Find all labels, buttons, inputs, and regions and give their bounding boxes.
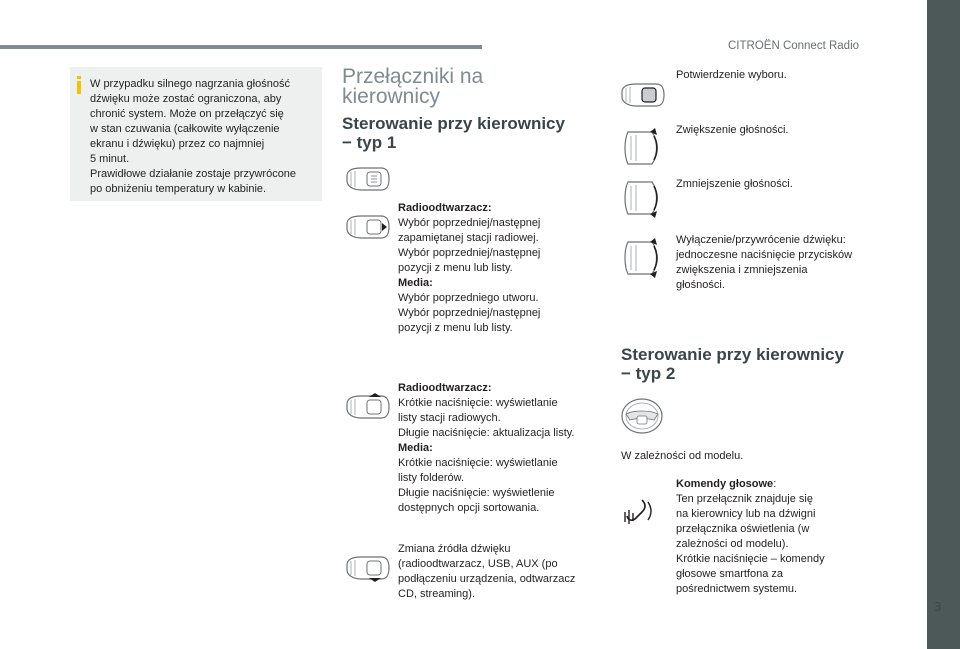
steering-stalk-icon <box>620 80 666 110</box>
steering-stalk-icon <box>345 212 391 242</box>
steering-wheel-icon <box>620 396 664 436</box>
voice-command-icon <box>622 496 656 526</box>
type1-item5-text: Zwiększenie głośności. <box>676 124 789 136</box>
page-marker <box>937 582 941 586</box>
running-header: CITROËN Connect Radio <box>728 40 860 52</box>
type2-voice-text: Komendy głosowe: Ten przełącznik znajduje się na kierownicy lub na dźwigni przełącznika oświetlenia (w zależności od modelu). Krótkie naciśnięcie – komendy głosowe smartfona za pośrednictwem systemu. <box>676 478 825 595</box>
type2-heading: Sterowanie przy kierownicy − typ 2 <box>621 345 844 383</box>
info-note <box>70 67 322 201</box>
volume-wheel-icon <box>622 176 660 220</box>
info-icon <box>77 76 81 94</box>
steering-stalk-icon <box>345 392 391 422</box>
volume-wheel-icon <box>622 126 660 170</box>
type1-item3-text: Zmiana źródła dźwięku (radioodtwarzacz, USB, AUX (po podłączeniu urządzenia, odtwarzacz CD, streaming). <box>398 543 576 600</box>
type1-item7-text: Wyłączenie/przywrócenie dźwięku: jednoczesne naciśnięcie przycisków zwiększenia i zmniejszenia głośności. <box>676 234 853 291</box>
section-title: Przełączniki na kierownicy <box>342 65 484 108</box>
steering-stalk-icon <box>345 553 391 583</box>
type1-item6-text: Zmniejszenie głośności. <box>676 178 793 190</box>
steering-stalk-icon <box>345 164 391 194</box>
type1-item2-text: Radioodtwarzacz: Krótkie naciśnięcie: wyświetlanie listy stacji radiowych. Długie naciśnięcie: aktualizacja listy. Media: Krótkie naciśnięcie: wyświetlanie listy folderów. Długie naciśnięcie: wyświetlenie dostępnych opcji sortowania. <box>398 382 575 514</box>
volume-wheel-icon <box>622 236 660 280</box>
top-rule <box>0 45 482 49</box>
type2-intro: W zależności od modelu. <box>621 450 744 462</box>
type1-heading: Sterowanie przy kierownicy − typ 1 <box>342 114 565 152</box>
note-text: W przypadku silnego nagrzania głośność dźwięku może zostać ograniczona, aby chronić system. Może on przełączyć się w stan czuwania (całkowite wyłączenie ekranu i dźwięku) przez co najmniej 5 minut. Prawidłowe działanie zostaje przywrócone po obniżeniu temperatury w kabinie. <box>90 78 297 195</box>
page-number: 3 <box>934 600 942 614</box>
side-tab <box>927 0 960 649</box>
type1-item4-text: Potwierdzenie wyboru. <box>676 69 787 81</box>
type1-item1-text: Radioodtwarzacz: Wybór poprzedniej/następnej zapamiętanej stacji radiowej. Wybór poprzedniej/następnej pozycji z menu lub listy. Media: Wybór poprzedniego utworu. Wybór poprzedniej/następnej pozycji z menu lub listy. <box>398 202 541 334</box>
